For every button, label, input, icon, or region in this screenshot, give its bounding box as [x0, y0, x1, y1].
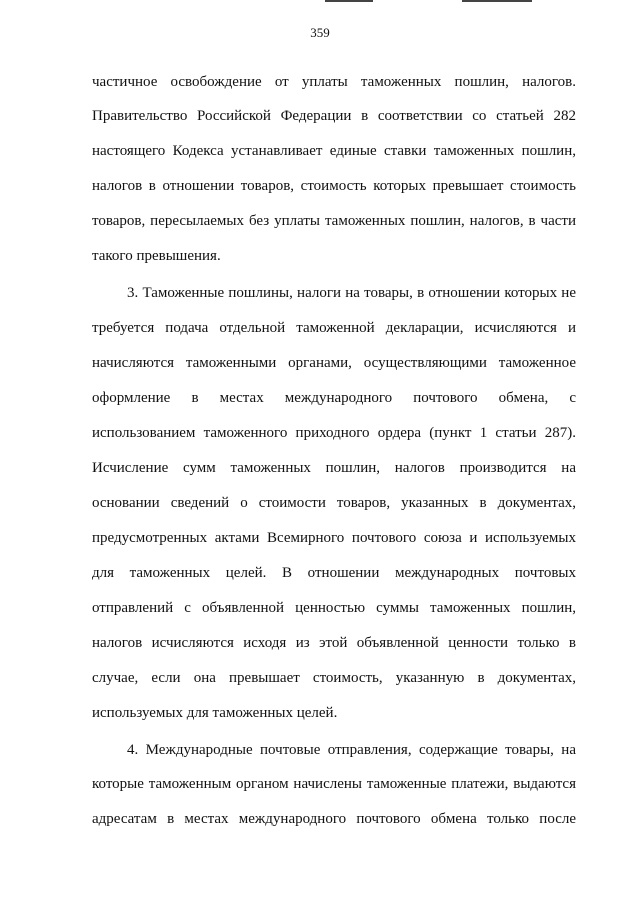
text-line: используемых для таможенных целей. — [92, 705, 338, 721]
text-line: основании сведений о стоимости товаров, указанных в документах, — [92, 495, 576, 511]
text-line: начисляются таможенными органами, осуществляющими таможенное — [92, 355, 576, 371]
text-line: для таможенных целей. В отношении международных почтовых — [92, 565, 576, 581]
text-line: частичное освобождение от уплаты таможенных пошлин, налогов. — [92, 74, 576, 90]
text-line: Правительство Российской Федерации в соответствии со статьей 282 — [92, 108, 576, 124]
text-line: оформление в местах международного почтового обмена, с — [92, 390, 576, 406]
text-line: 3. Таможенные пошлины, налоги на товары, в отношении которых не — [127, 285, 576, 301]
text-line: такого превышения. — [92, 248, 221, 264]
text-line: товаров, пересылаемых без уплаты таможенных пошлин, налогов, в части — [92, 213, 576, 229]
text-line: случае, если она превышает стоимость, указанную в документах, — [92, 670, 576, 686]
text-line: налогов исчисляются исходя из этой объявленной ценности только в — [92, 635, 576, 651]
text-line: предусмотренных актами Всемирного почтового союза и используемых — [92, 530, 576, 546]
text-line: адресатам в местах международного почтового обмена только после — [92, 811, 576, 827]
scan-mark — [462, 0, 532, 2]
text-line: Исчисление сумм таможенных пошлин, налогов производится на — [92, 460, 576, 476]
scan-mark — [325, 0, 373, 2]
text-line: настоящего Кодекса устанавливает единые ставки таможенных пошлин, — [92, 143, 576, 159]
text-line: налогов в отношении товаров, стоимость которых превышает стоимость — [92, 178, 576, 194]
text-line: использованием таможенного приходного ордера (пункт 1 статьи 287). — [92, 425, 576, 441]
text-line: 4. Международные почтовые отправления, содержащие товары, на — [127, 742, 576, 758]
text-line: отправлений с объявленной ценностью суммы таможенных пошлин, — [92, 600, 576, 616]
text-line: требуется подача отдельной таможенной декларации, исчисляются и — [92, 320, 576, 336]
top-scan-marks — [0, 0, 640, 6]
page-number: 359 — [310, 25, 330, 40]
text-line: которые таможенным органом начислены таможенные платежи, выдаются — [92, 776, 576, 792]
